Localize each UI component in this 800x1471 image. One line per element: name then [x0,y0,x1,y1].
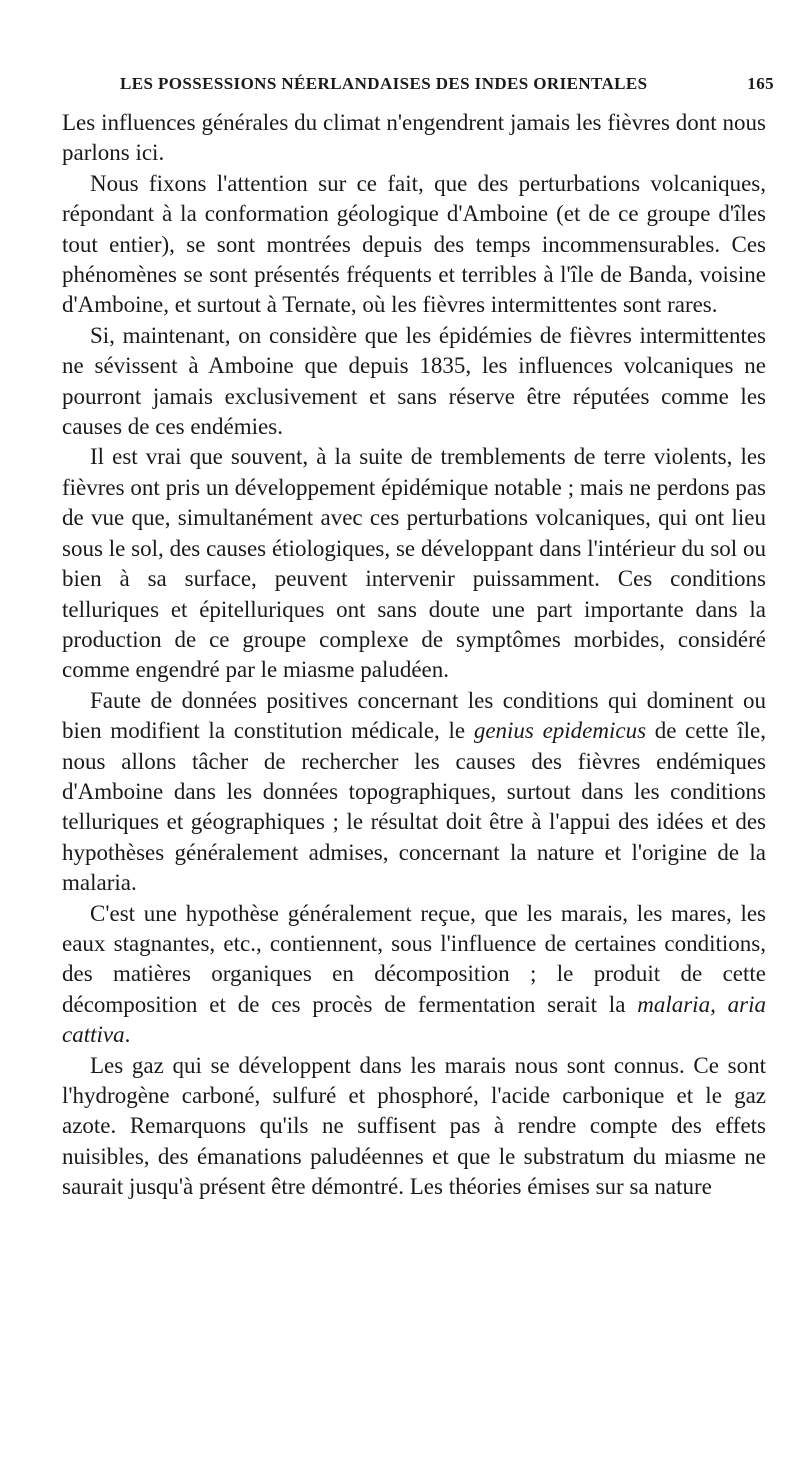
paragraph-text: . [124,1022,131,1048]
paragraph: Il est vrai que souvent, à la suite de tremblements de terre violents, les fièvres ont pris un développement épidémique notable ; mais ne perdons pas de vue que, simultanément avec ces perturbations volcaniques, qui ont lieu sous le sol, des causes étiologiques, se développant dans l'intérieur du sol ou bien à sa surface, peuvent intervenir puissamment. Ces conditions telluriques et épitelluriques ont sans doute une part importante dans la production de ce groupe complexe de symptômes morbides, considéré comme engendré par le miasme paludéen. [62,444,766,683]
running-title: LES POSSESSIONS NÉERLANDAISES DES INDES ORIENTALES [120,74,648,93]
paragraph: Les gaz qui se développent dans les marais nous sont connus. Ce sont l'hydrogène carboné, sulfuré et phosphoré, l'acide carbonique et le gaz azote. Remarquons qu'ils ne suffisent pas à rendre compte des effets nuisibles, des émanations paludéennes et que le substratum du miasme ne saurait jusqu'à présent être démontré. Les théories émises sur sa nature [62,1052,766,1200]
paragraph: Si, maintenant, on considère que les épidémies de fièvres intermittentes ne sévissent à Amboine que depuis 1835, les influences volcaniques ne pourront jamais exclusivement et sans réserve être réputées comme les causes de ces endémies. [62,322,766,440]
paragraph: Nous fixons l'attention sur ce fait, que des perturbations volcaniques, répondant à la conformation géologique d'Amboine (et de ce groupe d'îles tout entier), se sont montrées depuis des temps incommensurables. Ces phénomènes se sont présentés fréquents et terribles à l'île de Banda, voisine d'Amboine, et surtout à Ternate, où les fièvres intermittentes sont rares. [62,170,766,318]
page-number: 165 [747,74,774,93]
paragraph [62,686,766,899]
paragraph: Les influences générales du climat n'engendrent jamais les fièvres dont nous parlons ici. [62,110,766,166]
paragraph-text: de cette île, nous allons tâcher de rechercher les causes des fièvres endémiques d'Amboine dans les données topographiques, surtout dans les conditions telluriques et géographiques ; le résultat doit être à l'appui des idées et des hypothèses généralement admises, concernant la nature et l'origine de la malaria. [62,718,766,896]
body-text [62,108,766,1203]
paragraph-text: C'est une hypothèse généralement reçue, que les marais, les mares, les eaux stagnantes, etc., contiennent, sous l'influence de certaines conditions, des matières organiques en décomposition ; le produit de cette décomposition et de ces procès de fermentation serait la [62,900,766,1017]
paragraph-text: Faute de données positives concernant les conditions qui dominent ou bien modifient la constitution médicale, le [62,687,766,744]
latin-term: genius epidemicus [473,718,647,744]
paragraph [62,899,766,1051]
running-head [62,74,774,100]
italian-term: malaria, aria cattiva [62,991,766,1048]
